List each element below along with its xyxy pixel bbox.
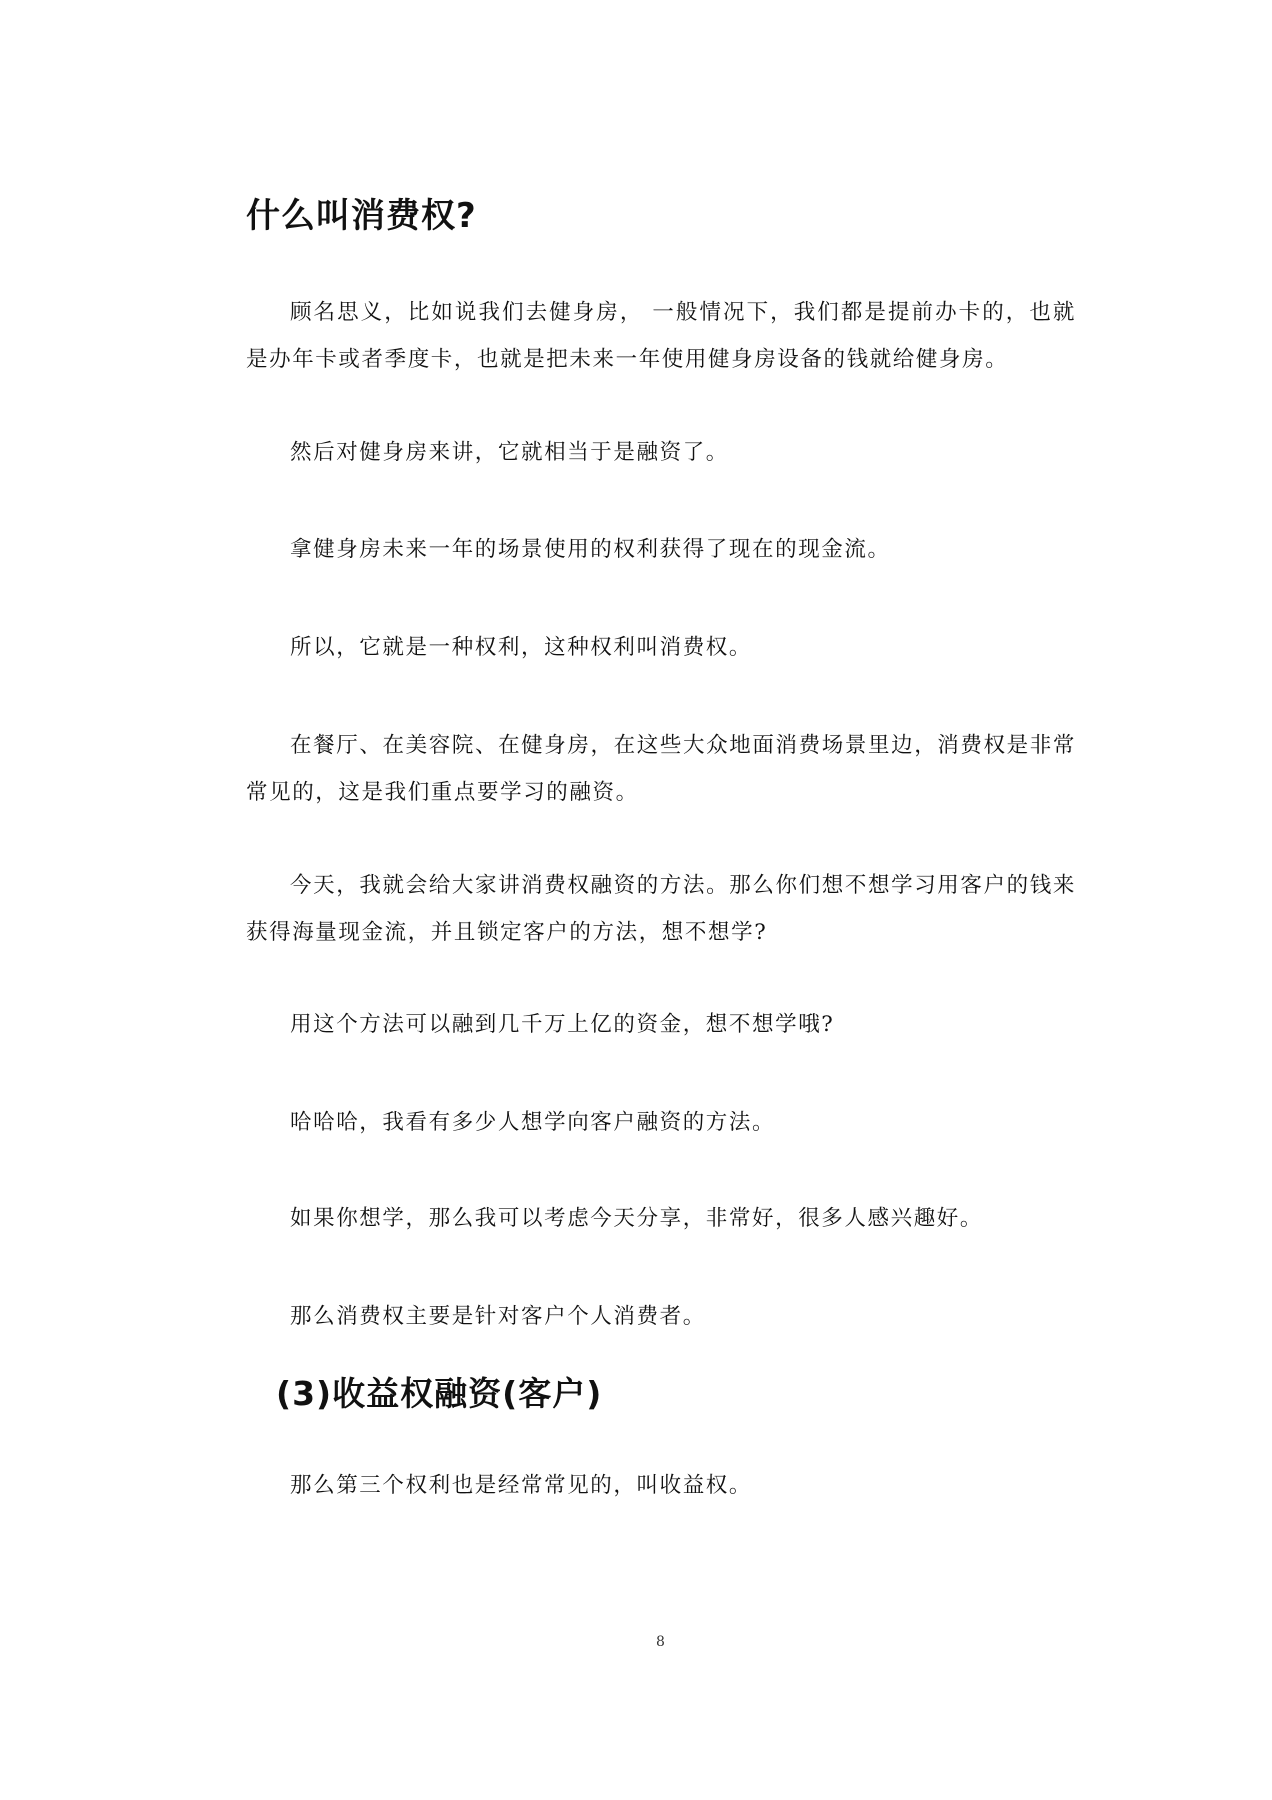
paragraph: 那么第三个权利也是经常常见的，叫收益权。 [290, 1473, 753, 1498]
subsection-heading: (3)收益权融资(客户) [276, 1374, 603, 1413]
paragraph: 今天，我就会给大家讲消费权融资的方法。那么你们想不想学习用客户的钱来获得海量现金流，并且锁定客户的方法，想不想学? [246, 873, 1076, 945]
paragraph: 哈哈哈，我看有多少人想学向客户融资的方法。 [290, 1110, 776, 1135]
paragraph: 如果你想学，那么我可以考虑今天分享，非常好，很多人感兴趣好。 [290, 1206, 984, 1231]
paragraph: 然后对健身房来讲，它就相当于是融资了。 [290, 440, 729, 465]
paragraph: 在餐厅、在美容院、在健身房，在这些大众地面消费场景里边，消费权是非常常见的，这是我们重点要学习的融资。 [246, 733, 1076, 805]
paragraph: 顾名思义，比如说我们去健身房， 一般情况下，我们都是提前办卡的，也就是办年卡或者季度卡，也就是把未来一年使用健身房设备的钱就给健身房。 [246, 300, 1076, 372]
section-heading: 什么叫消费权? [246, 196, 477, 236]
paragraph: 拿健身房未来一年的场景使用的权利获得了现在的现金流。 [290, 537, 891, 562]
paragraph: 所以，它就是一种权利，这种权利叫消费权。 [290, 635, 753, 660]
page-number: 8 [656, 1634, 665, 1650]
paragraph: 用这个方法可以融到几千万上亿的资金，想不想学哦? [290, 1012, 835, 1037]
paragraph: 那么消费权主要是针对客户个人消费者。 [290, 1304, 706, 1329]
